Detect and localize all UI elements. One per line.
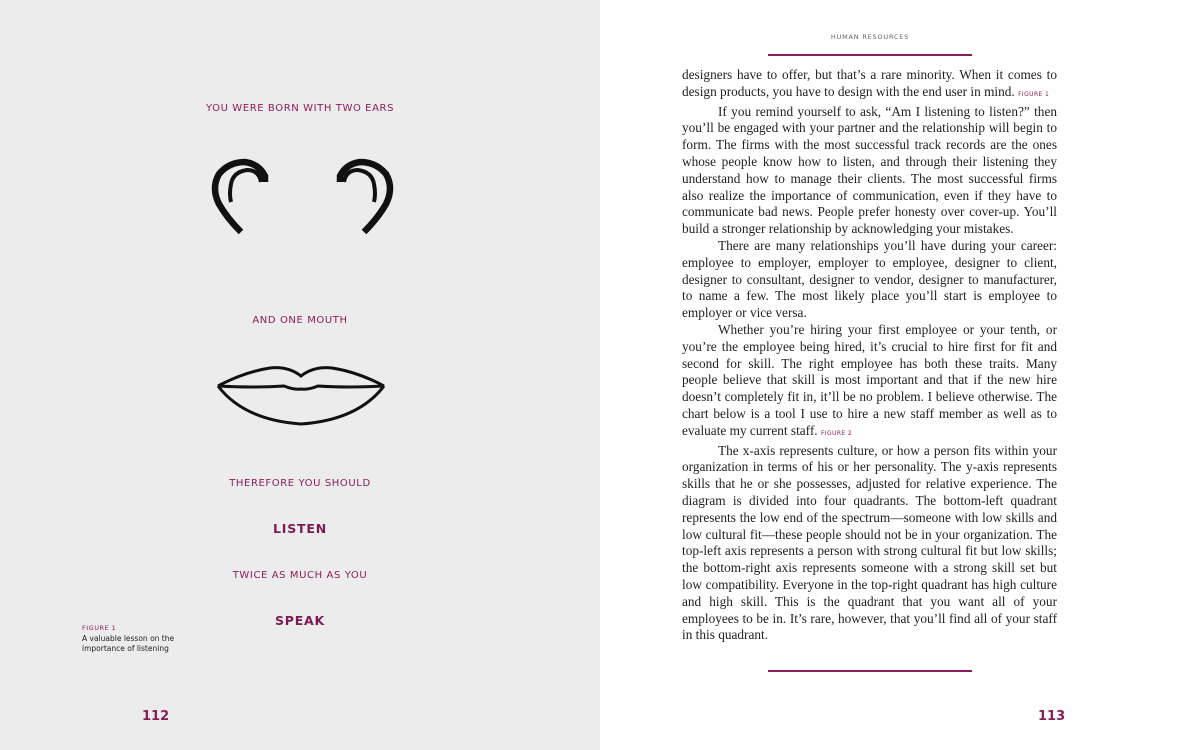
right-ear-icon xyxy=(330,158,400,240)
paragraph xyxy=(682,443,1057,645)
paragraph xyxy=(682,67,1057,104)
infographic-line-twice-as-much: TWICE AS MUCH AS YOU xyxy=(232,570,368,581)
paragraph xyxy=(682,322,1057,443)
lips-icon xyxy=(214,364,388,430)
bottom-rule xyxy=(768,670,972,672)
running-head: HUMAN RESOURCES xyxy=(830,33,910,41)
infographic-word-speak: SPEAK xyxy=(274,613,326,628)
top-rule xyxy=(768,54,972,56)
body-text xyxy=(682,67,1057,644)
paragraph-text: Whether you’re hiring your first employee or your tenth, or you’re the employee being hired, it’s crucial to hire first for fit and second for skill. The right employee has both these traits. Many people believe that skill is most important and that if the new hire doesn’t completely fit in, it’ll be no problem. I believe otherwise. The chart below is a tool I use to hire a new staff member as well as to evaluate my current staff. xyxy=(682,321,1057,438)
paragraph-text: The x-axis represents culture, or how a person fits within your organization in terms of his or her personality. The y-axis represents skills that he or she possesses, adjusted for relative experience. The diagram is divided into four quadrants. The bottom-left quadrant represents the low end of the spectrum—someone with low skills and low cultural fit—these people should not be in your organization. The top-left axis represents a person with strong cultural fit but low skills; the bottom-right axis represents someone with a strong skill set but low compatibility. Everyone in the top-right quadrant has high culture and high skill. This is the quadrant that you want all of your employees to be in. It’s rare, however, that you’ll find all of your staff in this quadrant. xyxy=(682,442,1057,643)
paragraph-text: There are many relationships you’ll have during your career: employee to employer, employer to employee, designer to client, designer to consultant, designer to vendor, designer to manufacturer, to name a few. The most likely place you’ll start is employee to employer or vice versa. xyxy=(682,237,1057,321)
paragraph xyxy=(682,104,1057,238)
page-number-left: 112 xyxy=(142,709,170,724)
figure-reference: FIGURE 1 xyxy=(1018,90,1050,98)
infographic-word-listen: LISTEN xyxy=(273,521,327,536)
paragraph-text: designers have to offer, but that’s a rare minority. When it comes to design products, you have to design with the end user in mind. xyxy=(682,67,1057,99)
figure-reference: FIGURE 2 xyxy=(820,429,853,437)
right-page xyxy=(600,0,1200,750)
infographic-line-born-with-two-ears: YOU WERE BORN WITH TWO EARS xyxy=(205,103,395,114)
figure-label: FIGURE 1 xyxy=(82,624,117,632)
page-number-right: 113 xyxy=(1038,709,1066,724)
infographic-line-therefore: THEREFORE YOU SHOULD xyxy=(229,478,371,489)
paragraph xyxy=(682,238,1057,322)
infographic-line-one-mouth: AND ONE MOUTH xyxy=(252,315,348,326)
left-ear-icon xyxy=(205,158,275,240)
paragraph-text: If you remind yourself to ask, “Am I listening to listen?” then you’ll be engaged with your partner and the relationship will begin to form. The firms with the most successful track records are the ones whose people know how to listen, and through their listening they understand how to manage their clients. The most successful firms also realize the importance of communication, even if they have to communicate bad news. People prefer honesty over cover-up. You’ll build a stronger relationship by acknowledging your mistakes. xyxy=(682,103,1057,237)
figure-caption: A valuable lesson on the importance of listening xyxy=(82,634,175,653)
